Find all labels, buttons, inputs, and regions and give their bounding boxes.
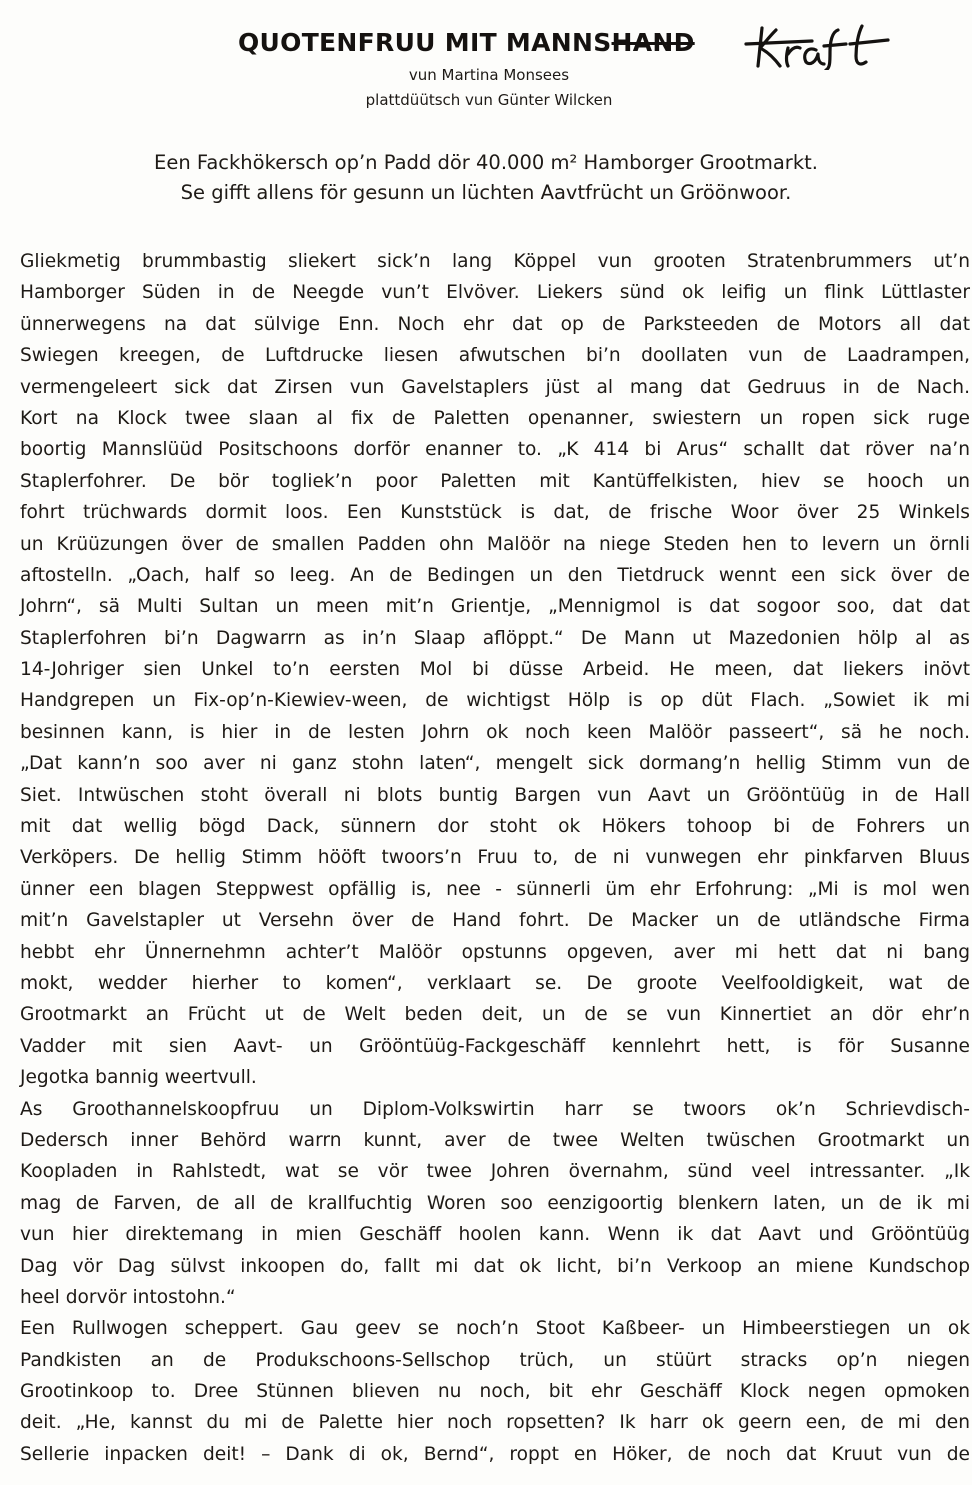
body-line: Grootmarkt an Frücht ut de Welt beden deit, un de se vun Kinnertiet an dör ehr’n — [20, 1004, 970, 1026]
body-line: Grootinkoop to. Dree Stünnen blieven nu noch, bit ehr Geschäff Klock negen opmoken — [20, 1381, 970, 1403]
body-line: Vadder mit sien Aavt- un Grööntüüg-Fackgeschäff kennlehrt hett, is för Susanne — [20, 1035, 970, 1057]
lead-line: Se gifft allens för gesunn un lüchten Aavtfrücht un Gröönwoor. — [180, 181, 792, 204]
article-title — [238, 28, 695, 57]
title-struck-word: HAND — [611, 28, 695, 57]
body-line: Gliekmetig brummbastig sliekert sick’n lang Köppel vun grooten Stratenbrummers ut’n — [20, 251, 970, 272]
body-line: „Dat kann’n soo aver ni ganz stohn laten“, mengelt sick dormang’n hellig Stimm vun de — [20, 753, 970, 775]
body-line: Staplerfohren bi’n Dagwarrn as in’n Slaap aflöppt.“ De Mann ut Mazedonien hölp al as — [20, 627, 970, 649]
body-line: As Groothannelskoopfruu un Diplom-Volkswirtin harr se twoors ok’n Schrievdisch- — [20, 1098, 970, 1120]
body-line: Swiegen kreegen, de Luftdrucke liesen afwutschen bi’n doollaten vun de Laadrampen, — [20, 345, 970, 367]
body-line: Koopladen in Rahlstedt, wat se vör twee Johren övernahm, sünd veel intressanter. „Ik — [20, 1161, 970, 1183]
body-line: mokt, wedder hierher to komen“, verklaart se. De groote Veelfooldigkeit, wat de — [20, 972, 970, 994]
body-line: Een Rullwogen scheppert. Gau geev se noch’n Stoot Kaßbeer- un Himbeerstiegen un ok — [20, 1318, 970, 1340]
body-line: ünner een blagen Steppwest opfällig is, nee - sünnerli üm ehr Erfohrung: „Mi is mol wen — [20, 878, 970, 900]
body-line: Sellerie inpacken deit! – Dank di ok, Bernd“, roppt en Höker, de noch dat Kruut vun de — [20, 1443, 970, 1465]
body-line: aftostelln. „Oach, half so leeg. An de Bedingen un den Tietdruck wennt een sick över de — [20, 564, 970, 586]
body-line: Verköpers. De hellig Stimm hööft twoors’n Fruu to, de ni vunwegen ehr pinkfarven Bluus — [20, 847, 970, 869]
handwritten-correction — [742, 22, 892, 70]
body-line: mag de Farven, de all de krallfuchtig Woren soo eenzigoortig blenkern laten, un de ik mi — [20, 1192, 970, 1214]
article-body — [20, 246, 970, 1470]
body-line: Kort na Klock twee slaan al fix de Paletten openanner, swiestern un ropen sick ruge — [20, 407, 970, 429]
body-line: mit’n Gavelstapler ut Versehn över de Hand fohrt. De Macker un de utländsche Firma — [20, 910, 970, 932]
byline-author: vun Martina Monsees — [408, 66, 570, 84]
body-line: vermengeleert sick dat Zirsen vun Gavelstaplers jüst al mang dat Gedruus in de Nach. — [20, 376, 970, 398]
body-line: Jegotka bannig weertvull. — [20, 1067, 257, 1089]
body-line: mit dat wellig bögd Dack, sünnern dor stoht ok Hökers tohoop bi de Fohrers un — [20, 816, 970, 838]
body-line: heel dorvör intostohn.“ — [20, 1286, 236, 1308]
body-line: hebbt ehr Ünnernehmn achter’t Malöör opstunns opgeven, aver mi hett dat ni bang — [20, 941, 970, 963]
body-line: Siet. Intwüschen stoht överall ni blots buntig Bargen vun Aavt un Grööntüüg in de Hall — [20, 784, 970, 806]
body-line: Handgrepen un Fix-op’n-Kiewiev-ween, de wichtigst Hölp is op düt Flach. „Sowiet ik mi — [20, 690, 970, 712]
body-line: Pandkisten an de Produkschoons-Sellschop trüch, un stüürt stracks op’n niegen — [20, 1349, 970, 1371]
body-line: ünnerwegens na dat sülvige Enn. Noch ehr dat op de Parksteeden de Motors all dat — [20, 313, 970, 335]
body-line: deit. „He, kannst du mi de Palette hier noch ropsetten? Ik harr ok geern een, de mi den — [20, 1412, 970, 1434]
body-line: boortig Mannslüüd Positschoons dorför enanner to. „K 414 bi Arus“ schallt dat röver na’n — [20, 439, 970, 461]
byline-translator: plattdüütsch vun Günter Wilcken — [365, 91, 613, 109]
body-line: Dedersch inner Behörd warrn kunnt, aver de twee Welten twüschen Grootmarkt un — [20, 1129, 970, 1151]
body-line: fohrt trüchwards dormit loos. Een Kunststück is dat, de frische Woor över 25 Winkels — [20, 502, 970, 524]
body-line: Staplerfohrer. De bör togliek’n poor Paletten mit Kantüffelkisten, hiev se hooch un — [20, 470, 970, 492]
body-line: Johrn“, sä Multi Sultan un meen mit’n Grientje, „Mennigmol is dat sogoor soo, dat dat — [20, 596, 970, 618]
body-line: vun hier direktemang in mien Geschäff hoolen kann. Wenn ik dat Aavt und Grööntüüg — [20, 1224, 970, 1246]
body-line: besinnen kann, is hier in de lesten Johrn ok noch keen Malöör passeert“, sä he noch. — [20, 721, 970, 743]
body-line: Hamborger Süden in de Neegde vun’t Elvöver. Liekers sünd ok leifig un flink Lüttlaster — [20, 282, 970, 304]
body-line: 14-Johriger sien Unkel to’n eersten Mol bi düsse Arbeid. He meen, dat liekers inövt — [20, 659, 970, 681]
title-prefix: QUOTENFRUU MIT MANNS — [238, 28, 612, 57]
body-line: Dag vör Dag sülvst inkoopen do, fallt mi dat ok licht, bi’n Verkoop an miene Kundschop — [20, 1255, 970, 1277]
lead-line: Een Fackhökersch op’n Padd dör 40.000 m² Hamborger Grootmarkt. — [154, 151, 818, 174]
body-line: un Krüüzungen över de smallen Padden ohn Malöör na niege Steden hen to levern un örnli — [20, 533, 970, 555]
title-row — [0, 22, 972, 72]
